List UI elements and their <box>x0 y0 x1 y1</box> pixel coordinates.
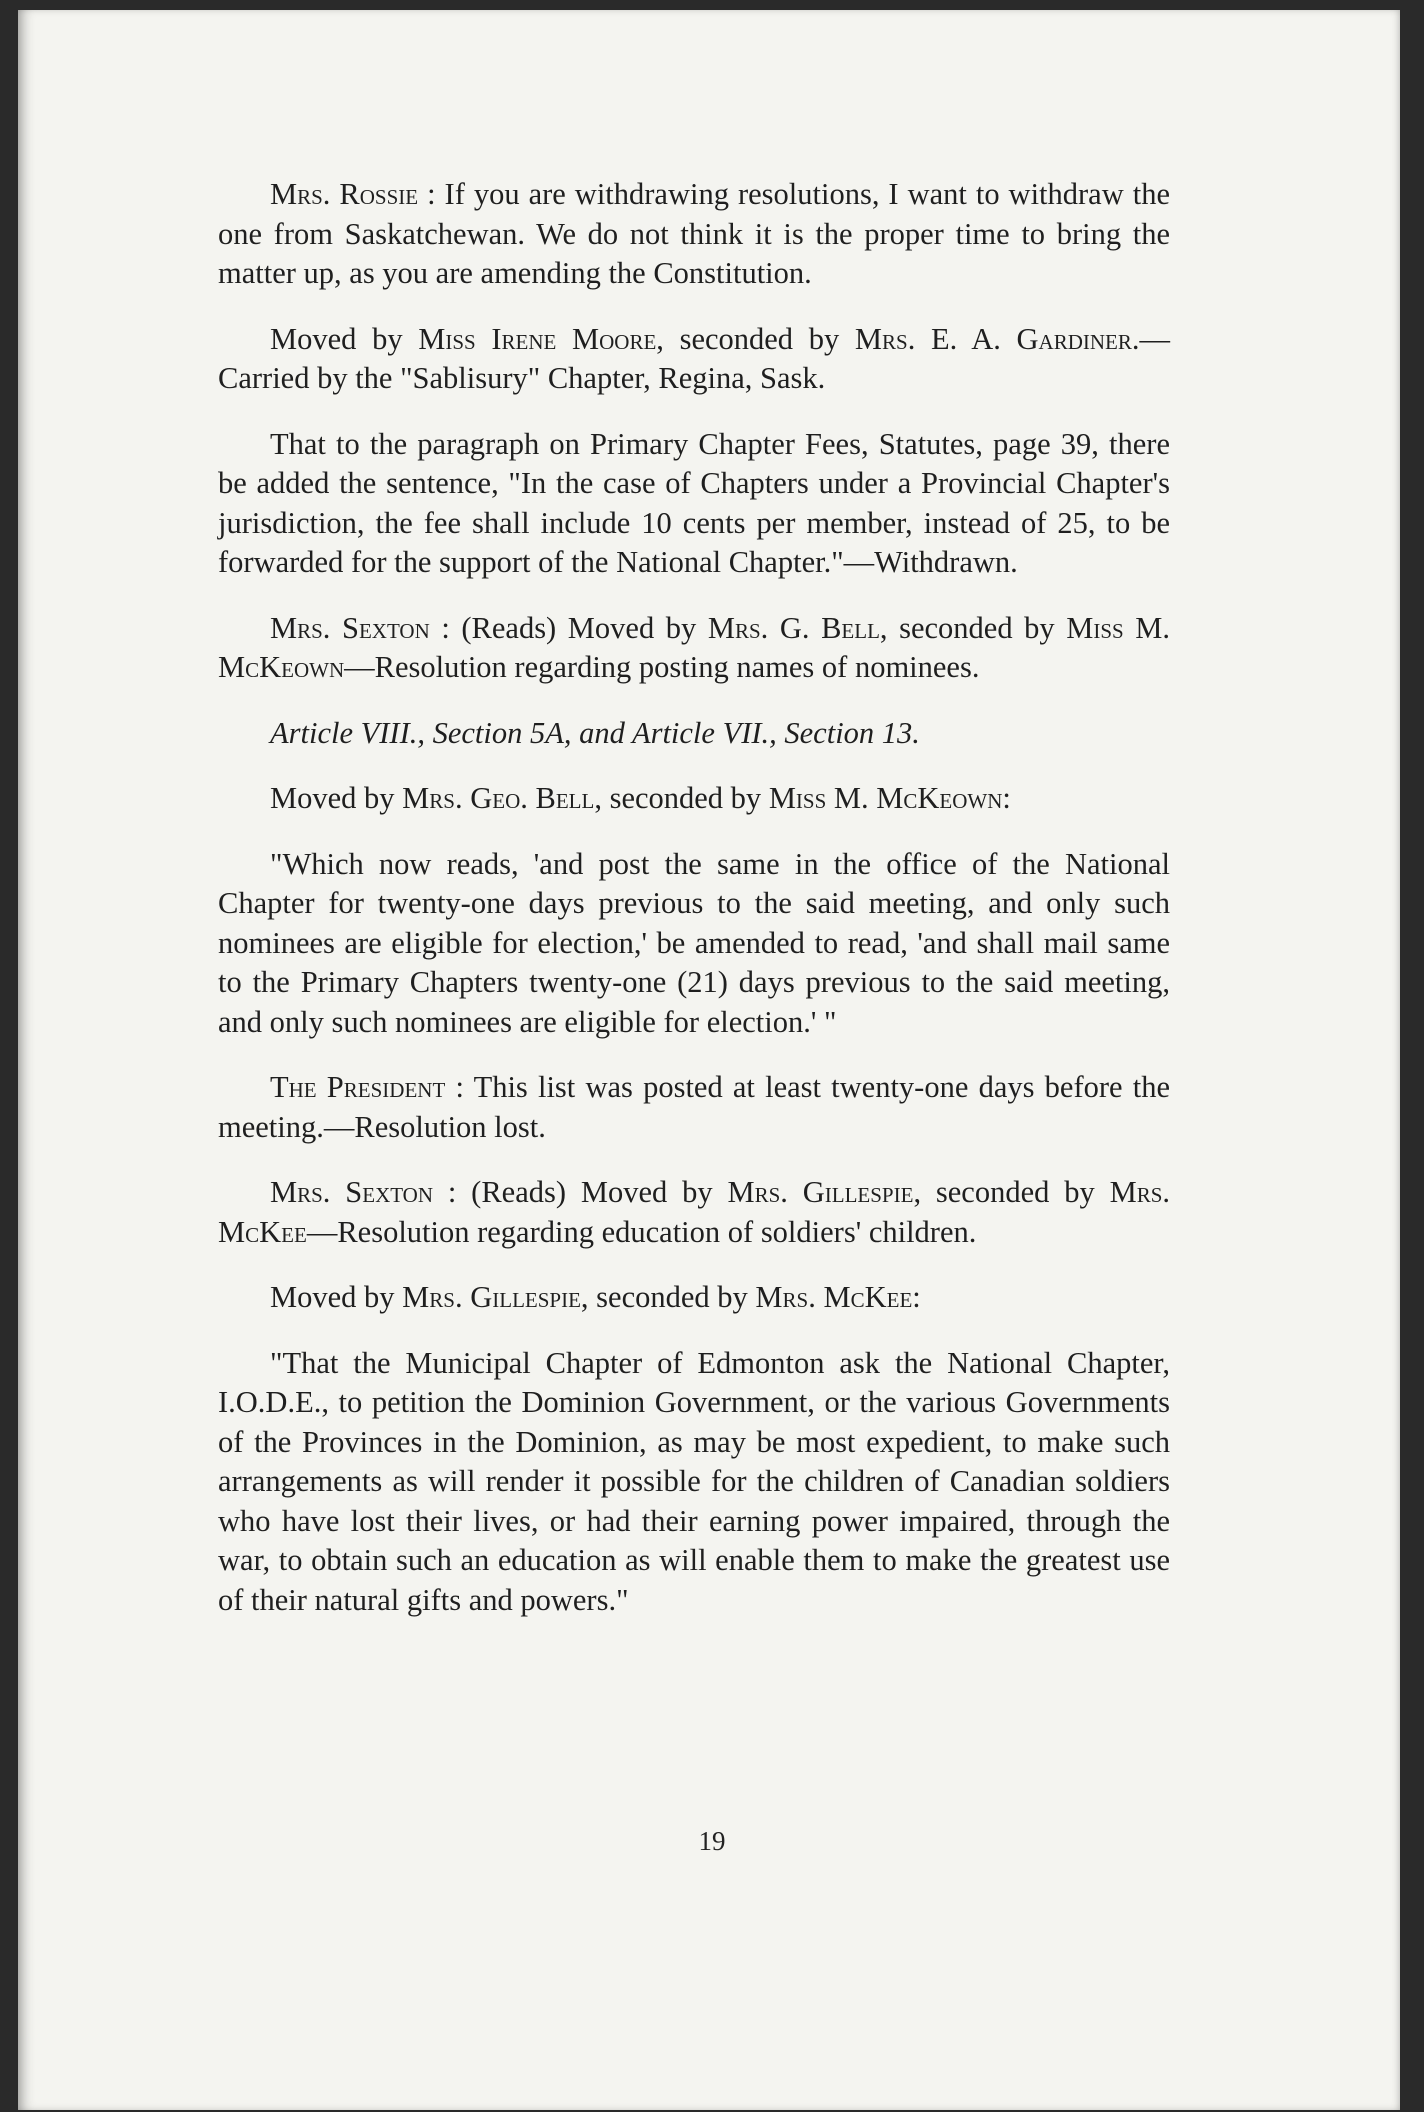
text-run: Article VIII., Section 5A, and Article VII., Section 13. <box>270 715 920 750</box>
text-run: , seconded by <box>879 610 1067 645</box>
speaker-name: Mrs. E. A. Gardiner <box>854 321 1132 356</box>
speaker-name: Mrs. Geo. Bell <box>402 781 595 815</box>
text-run: , seconded by <box>913 1175 1110 1209</box>
speaker-name: Mrs. Sexton <box>270 1175 434 1209</box>
text-run: , seconded by <box>656 321 855 356</box>
text-run: : This list was posted at least twenty-one days before the meeting.—Resolution lost. <box>218 1070 1170 1144</box>
text-run: .—Carried by the "Sablisury" Chapter, Regina, Sask. <box>218 321 1171 395</box>
paragraph <box>218 1278 1170 1318</box>
text-run: Moved by <box>270 1280 403 1314</box>
speaker-name: The President <box>270 1070 446 1104</box>
text-run: : <box>912 1280 921 1314</box>
text-run: "That the Municipal Chapter of Edmonton ask the National Chapter, I.O.D.E., to petition the Dominion Government, or the various Governments of the Provinces in the Dominion, as may be most expedient, to make such arrangements as will render it possible for the children of Canadian soldiers who have lost their lives, or had their earning power impaired, through the war, to obtain such an education as will enable them to make the greatest use of their natural gifts and powers." <box>218 1345 1170 1617</box>
text-run: Moved by <box>270 321 419 356</box>
speaker-name: Mrs. McKee <box>755 1280 913 1314</box>
speaker-name: Mrs. Sexton <box>270 610 430 645</box>
speaker-name: Miss M. McKeown <box>768 781 1003 815</box>
section-heading <box>218 714 1170 754</box>
speaker-name: Mrs. G. Bell <box>707 610 880 645</box>
paragraph <box>218 779 1170 819</box>
text-run: "Which now reads, 'and post the same in the office of the National Chapter for twenty-one days previous to the said meeting, and only such nominees are eligible for election,' be amended to read, 'and shall mail same to the Primary Chapters twenty-one (21) days previous to the said meeting, and only such nominees are eligible for election.' " <box>218 846 1170 1039</box>
text-run: : If you are withdrawing resolutions, I want to withdraw the one from Saskatchewan. We do not think it is the proper time to bring the matter up, as you are amending the Constitution. <box>218 177 1170 290</box>
speaker-name: Mrs. McKee <box>218 1175 1171 1249</box>
text-run: : (Reads) Moved by <box>429 610 708 645</box>
paragraph <box>218 1344 1170 1621</box>
text-run: , seconded by <box>594 781 769 815</box>
speaker-name: Mrs. Gillespie <box>727 1175 914 1209</box>
speaker-name: Mrs. Rossie <box>270 177 419 211</box>
page-number: 19 <box>698 1826 726 1856</box>
paragraph <box>218 1068 1170 1147</box>
speaker-name: Miss M. McKeown <box>218 610 1171 684</box>
paragraph <box>218 175 1170 294</box>
text-run: : (Reads) Moved by <box>433 1175 728 1209</box>
paragraph <box>218 609 1170 688</box>
paragraph <box>218 320 1170 399</box>
text-run: , seconded by <box>580 1280 756 1314</box>
speaker-name: Miss Irene Moore <box>418 321 657 356</box>
paragraph <box>218 425 1170 583</box>
text-run: : <box>1002 781 1011 815</box>
speaker-name: Mrs. Gillespie <box>402 1280 581 1314</box>
paragraph <box>218 1173 1170 1252</box>
text-run: —Resolution regarding education of soldiers' children. <box>306 1214 977 1249</box>
text-run: That to the paragraph on Primary Chapter Fees, Statutes, page 39, there be added the sentence, "In the case of Chapters under a Provincial Chapter's jurisdiction, the fee shall include 10 cents per member, instead of 25, to be forwarded for the support of the National Chapter."—Withdrawn. <box>218 426 1170 579</box>
text-run: Moved by <box>270 781 403 815</box>
text-run: —Resolution regarding posting names of nominees. <box>344 650 980 684</box>
body-text <box>218 175 1170 1646</box>
paragraph <box>218 845 1170 1043</box>
